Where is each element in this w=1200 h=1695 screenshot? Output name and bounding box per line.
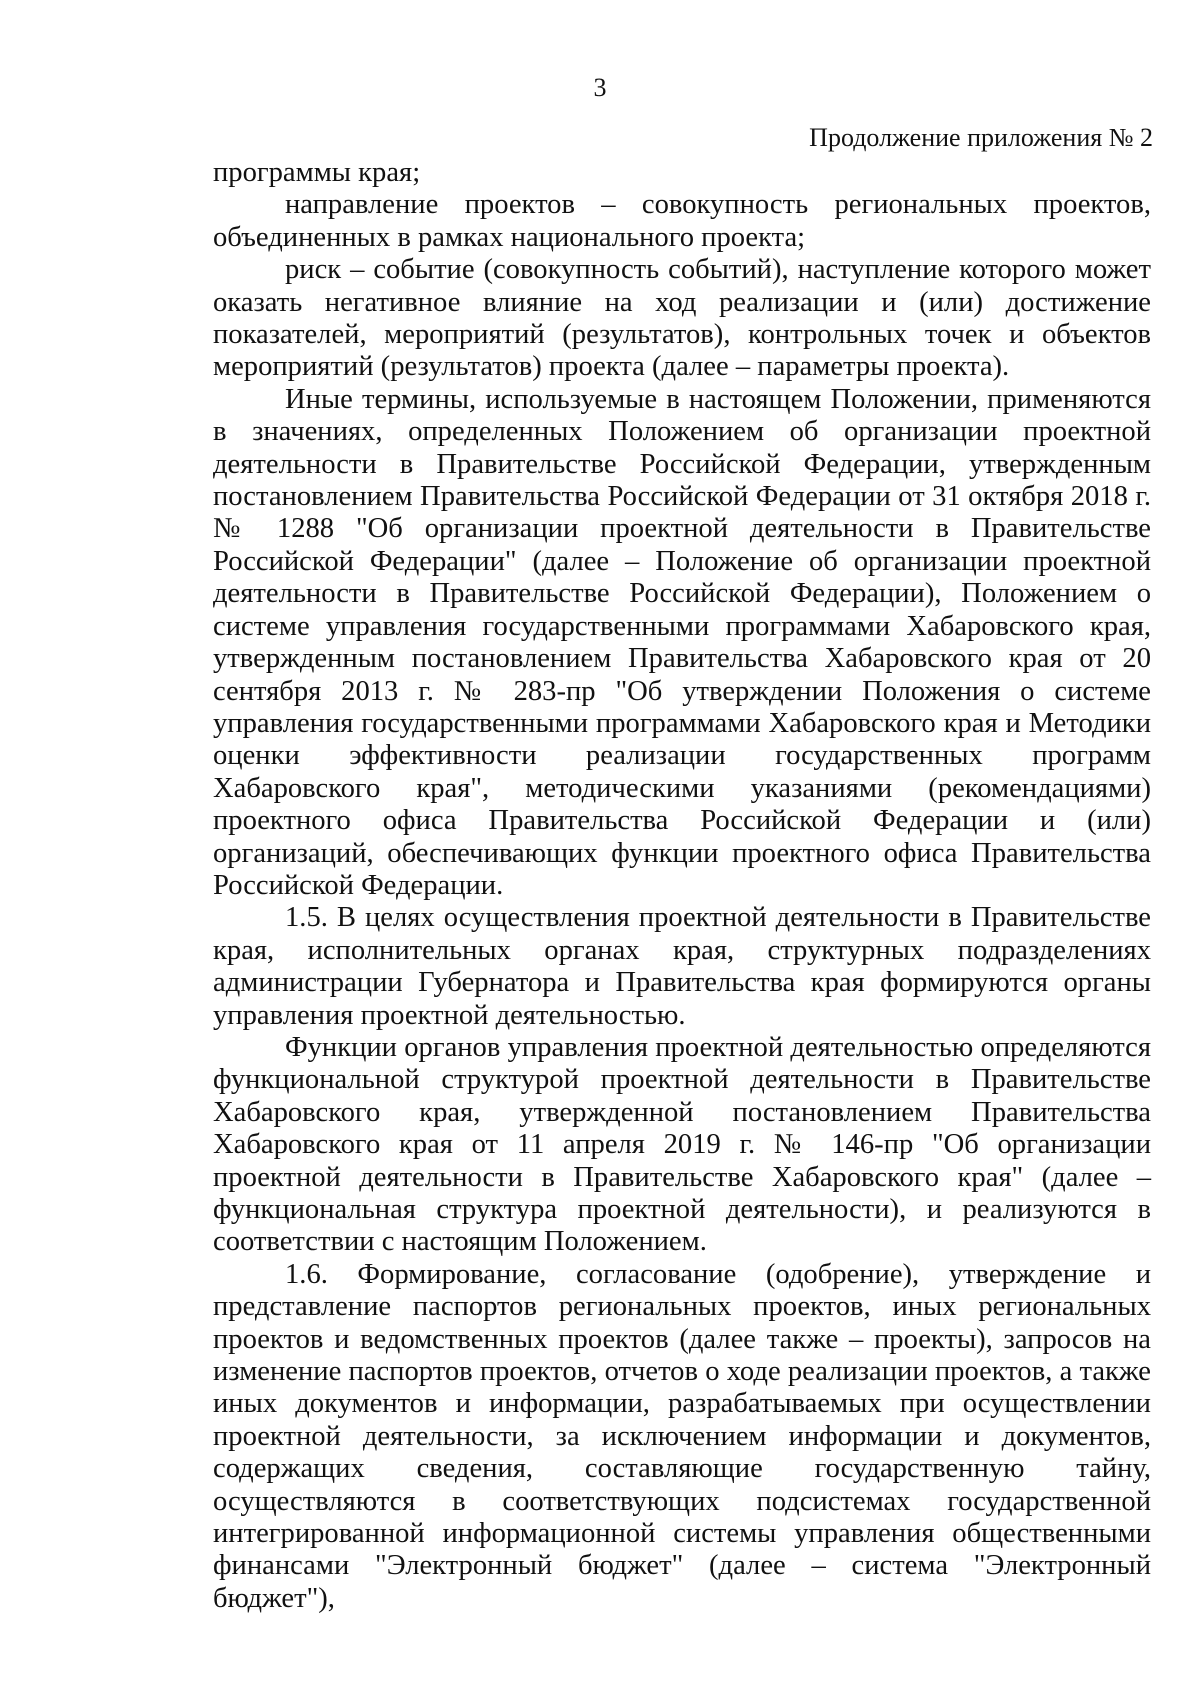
paragraph-1: программы края; [213,157,421,188]
document-body [213,157,1151,1615]
paragraph-3: риск – событие (совокупность событий), наступление которого может оказать негативное влияние на ход реализации и (или) достижение показателей, мероприятий (результатов), контрольных точек и объектов мероприятий (результатов) проекта (далее – параметры проекта). [213,254,1151,383]
paragraph-2: направление проектов – совокупность региональных проектов, объединенных в рамках национального проекта; [213,189,1151,253]
paragraph-5: 1.5. В целях осуществления проектной деятельности в Правительстве края, исполнительных органах края, структурных подразделениях администрации Губернатора и Правительства края формируются органы управления проектной деятельностью. [213,902,1151,1031]
paragraph-7: 1.6. Формирование, согласование (одобрение), утверждение и представление паспортов региональных проектов, иных региональных проектов и ведомственных проектов (далее также – проекты), запросов на изменение паспортов проектов, отчетов о ходе реализации проектов, а также иных документов и информации, разрабатываемых при осуществлении проектной деятельности, за исключением информации и документов, содержащих сведения, составляющие государственную тайну, осуществляются в соответствующих подсистемах государственной интегрированной информационной системы управления общественными финансами "Электронный бюджет" (далее – система "Электронный бюджет"), [213,1258,1151,1614]
page-number: 3 [593,73,607,102]
paragraph-6: Функции органов управления проектной деятельностью определяются функциональной структурой проектной деятельности в Правительстве Хабаровского края, утвержденной постановлением Правительства Хабаровского края от 11 апреля 2019 г. № 146-пр "Об организации проектной деятельности в Правительстве Хабаровского края" (далее – функциональная структура проектной деятельности), и реализуются в соответствии с настоящим Положением. [213,1031,1151,1258]
appendix-continuation-note: Продолжение приложения № 2 [809,123,1153,152]
paragraph-4: Иные термины, используемые в настоящем Положении, применяются в значениях, определенных Положением об организации проектной деятельности в Правительстве Российской Федерации, утвержденным постановлением Правительства Российской Федерации от 31 октября 2018 г. № 1288 "Об организации проектной деятельности в Правительстве Российской Федерации" (далее – Положение об организации проектной деятельности в Правительстве Российской Федерации), Положением о системе управления государственными программами Хабаровского края, утвержденным постановлением Правительства Хабаровского края от 20 сентября 2013 г. № 283-пр "Об утверждении Положения о системе управления государственными программами Хабаровского края и Методики оценки эффективности реализации государственных программ Хабаровского края", методическими указаниями (рекомендациями) проектного офиса Правительства Российской Федерации и (или) организаций, обеспечивающих функции проектного офиса Правительства Российской Федерации. [213,383,1151,901]
